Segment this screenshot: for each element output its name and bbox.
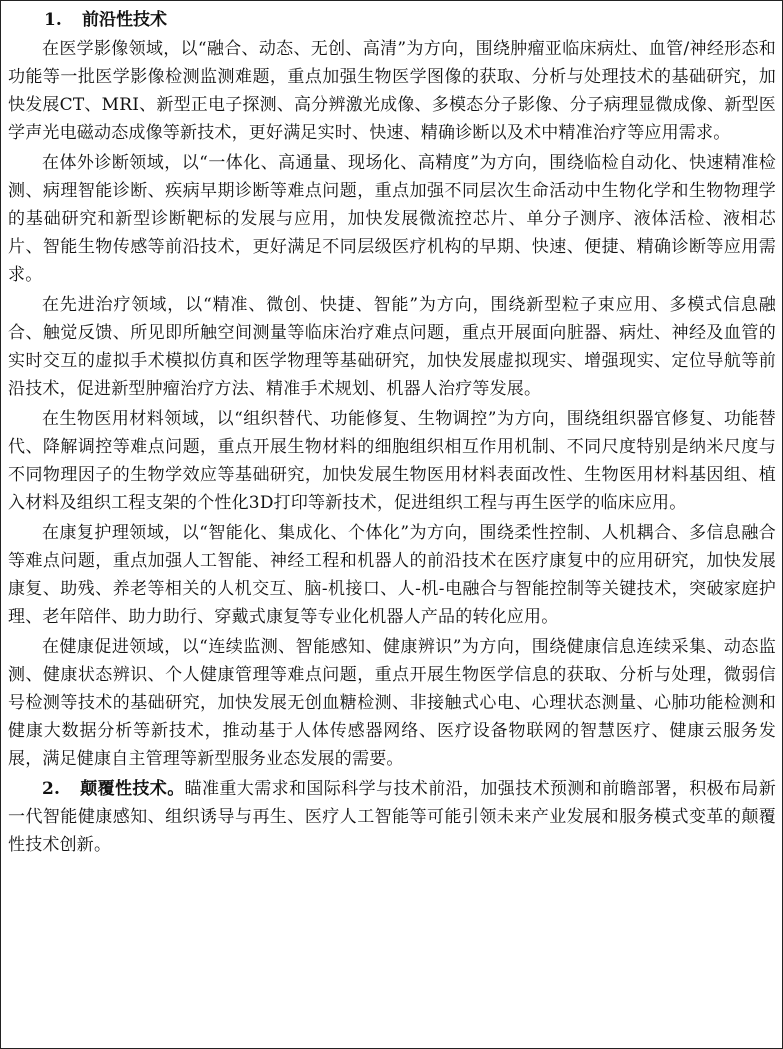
section-disruptive-tech: [8, 775, 776, 859]
document-body: [1, 1, 782, 859]
paragraph-health-promotion: 在健康促进领域，以“连续监测、智能感知、健康辨识”为方向，围绕健康信息连续采集、动态监测、健康状态辨识、个人健康管理等难点问题，重点开展生物医学信息的获取、分析与处理，微弱信号检测等技术的基础研究，加快发展无创血糖检测、非接触式心电、心理状态测量、心肺功能检测和健康大数据分析等新技术，推动基于人体传感器网络、医疗设备物联网的智慧医疗、健康云服务发展，满足健康自主管理等新型服务业态发展的需要。: [8, 637, 776, 769]
section-title: 颠覆性技术。: [80, 779, 185, 799]
section-title: 前沿性技术: [82, 10, 167, 30]
paragraph-advanced-treatment: 在先进治疗领域，以“精准、微创、快捷、智能”为方向，围绕新型粒子束应用、多模式信息融合、触觉反馈、所见即所触空间测量等临床治疗难点问题，重点开展面向脏器、病灶、神经及血管的实时交互的虚拟手术模拟仿真和医学物理等基础研究，加快发展虚拟现实、增强现实、定位导航等前沿技术，促进新型肿瘤治疗方法、精准手术规划、机器人治疗等发展。: [8, 295, 776, 399]
paragraph-medical-imaging: 在医学影像领域，以“融合、动态、无创、高清”为方向，围绕肿瘤亚临床病灶、血管/神经形态和功能等一批医学影像检测监测难题，重点加强生物医学图像的获取、分析与处理技术的基础研究，加快发展CT、MRI、新型正电子探测、高分辨激光成像、多模态分子影像、分子病理显微成像、新型医学声光电磁动态成像等新技术，更好满足实时、快速、精确诊断以及术中精准治疗等应用需求。: [8, 39, 776, 143]
paragraph-in-vitro-diagnostics: 在体外诊断领域，以“一体化、高通量、现场化、高精度”为方向，围绕临检自动化、快速精准检测、病理智能诊断、疾病早期诊断等难点问题，重点加强不同层次生命活动中生物化学和生物物理学的基础研究和新型诊断靶标的发展与应用，加快发展微流控芯片、单分子测序、液体活检、液相芯片、智能生物传感等前沿技术，更好满足不同层级医疗机构的早期、快速、便捷、精确诊断等应用需求。: [8, 153, 776, 285]
paragraph-biomaterials: 在生物医用材料领域，以“组织替代、功能修复、生物调控”为方向，围绕组织器官修复、功能替代、降解调控等难点问题，重点开展生物材料的细胞组织相互作用机制、不同尺度特别是纳米尺度与不同物理因子的生物学效应等基础研究，加快发展生物医用材料表面改性、生物医用材料基因组、植入材料及组织工程支架的个性化3D打印等新技术，促进组织工程与再生医学的临床应用。: [8, 409, 776, 513]
paragraph-rehabilitation-care: 在康复护理领域，以“智能化、集成化、个体化”为方向，围绕柔性控制、人机耦合、多信息融合等难点问题，重点加强人工智能、神经工程和机器人的前沿技术在医疗康复中的应用研究，加快发展康复、助残、养老等相关的人机交互、脑-机接口、人-机-电融合与智能控制等关键技术，突破家庭护理、老年陪伴、助力助行、穿戴式康复等专业化机器人产品的转化应用。: [8, 523, 776, 627]
section-number: 2.: [42, 779, 61, 799]
section-heading-frontier: [8, 5, 776, 35]
section-number: 1.: [44, 10, 62, 30]
section-text: 瞄准重大需求和国际科学与技术前沿，加强技术预测和前瞻部署，积极布局新一代智能健康感知、组织诱导与再生、医疗人工智能等可能引领未来产业发展和服务模式变革的颠覆性技术创新。: [8, 779, 776, 855]
